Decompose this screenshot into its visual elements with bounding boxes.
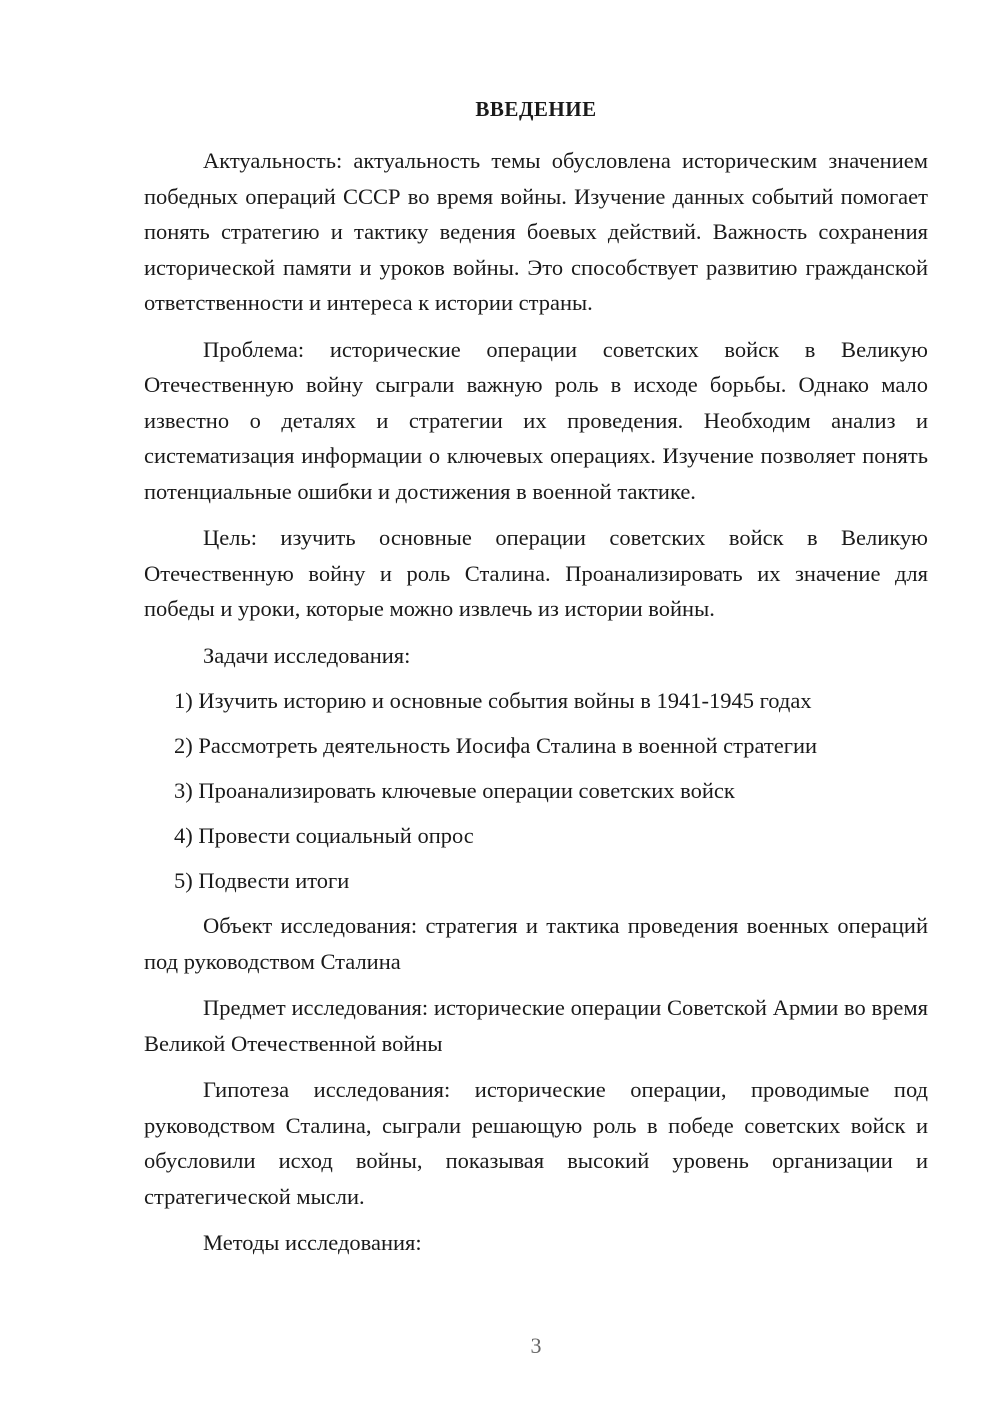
list-item: 4) Провести социальный опрос bbox=[174, 823, 474, 848]
subject-paragraph: Предмет исследования: исторические операции Советской Армии во время Великой Отечественной войны bbox=[144, 995, 928, 1056]
goal-paragraph: Цель: изучить основные операции советских войск в Великую Отечественную войну и роль Сталина. Проанализировать их значение для победы и уроки, которые можно извлечь из истории войны. bbox=[144, 525, 928, 621]
tasks-list bbox=[144, 683, 928, 899]
tasks-heading: Задачи исследования: bbox=[203, 642, 411, 668]
list-item: 2) Рассмотреть деятельность Иосифа Сталина в военной стратегии bbox=[174, 733, 818, 758]
page-body bbox=[144, 143, 928, 1271]
hypothesis-paragraph: Гипотеза исследования: исторические операции, проводимые под руководством Сталина, сыграли решающую роль в победе советских войск и обусловили исход войны, показывая высокий уровень организации и стратегической мысли. bbox=[144, 1077, 928, 1209]
list-item: 1) Изучить историю и основные события войны в 1941-1945 годах bbox=[174, 688, 812, 713]
list-item: 5) Подвести итоги bbox=[174, 868, 350, 893]
object-paragraph: Объект исследования: стратегия и тактика проведения военных операций под руководством Сталина bbox=[144, 913, 928, 974]
relevance-paragraph: Актуальность: актуальность темы обусловлена историческим значением победных операций СССР во время войны. Изучение данных событий помогает понять стратегию и тактику ведения боевых действий. Важность сохранения исторической памяти и уроков войны. Это способствует развитию гражданской ответственности и интереса к истории страны. bbox=[144, 148, 928, 315]
page-title: ВВЕДЕНИЕ bbox=[475, 97, 597, 121]
list-item: 3) Проанализировать ключевые операции советских войск bbox=[174, 778, 735, 803]
page-number: 3 bbox=[530, 1333, 542, 1358]
methods-heading: Методы исследования: bbox=[203, 1230, 422, 1255]
problem-paragraph: Проблема: исторические операции советских войск в Великую Отечественную войну сыграли важную роль в исходе борьбы. Однако мало известно о деталях и стратегии их проведения. Необходим анализ и систематизация информации о ключевых операциях. Изучение позволяет понять потенциальные ошибки и достижения в военной тактике. bbox=[144, 336, 928, 504]
